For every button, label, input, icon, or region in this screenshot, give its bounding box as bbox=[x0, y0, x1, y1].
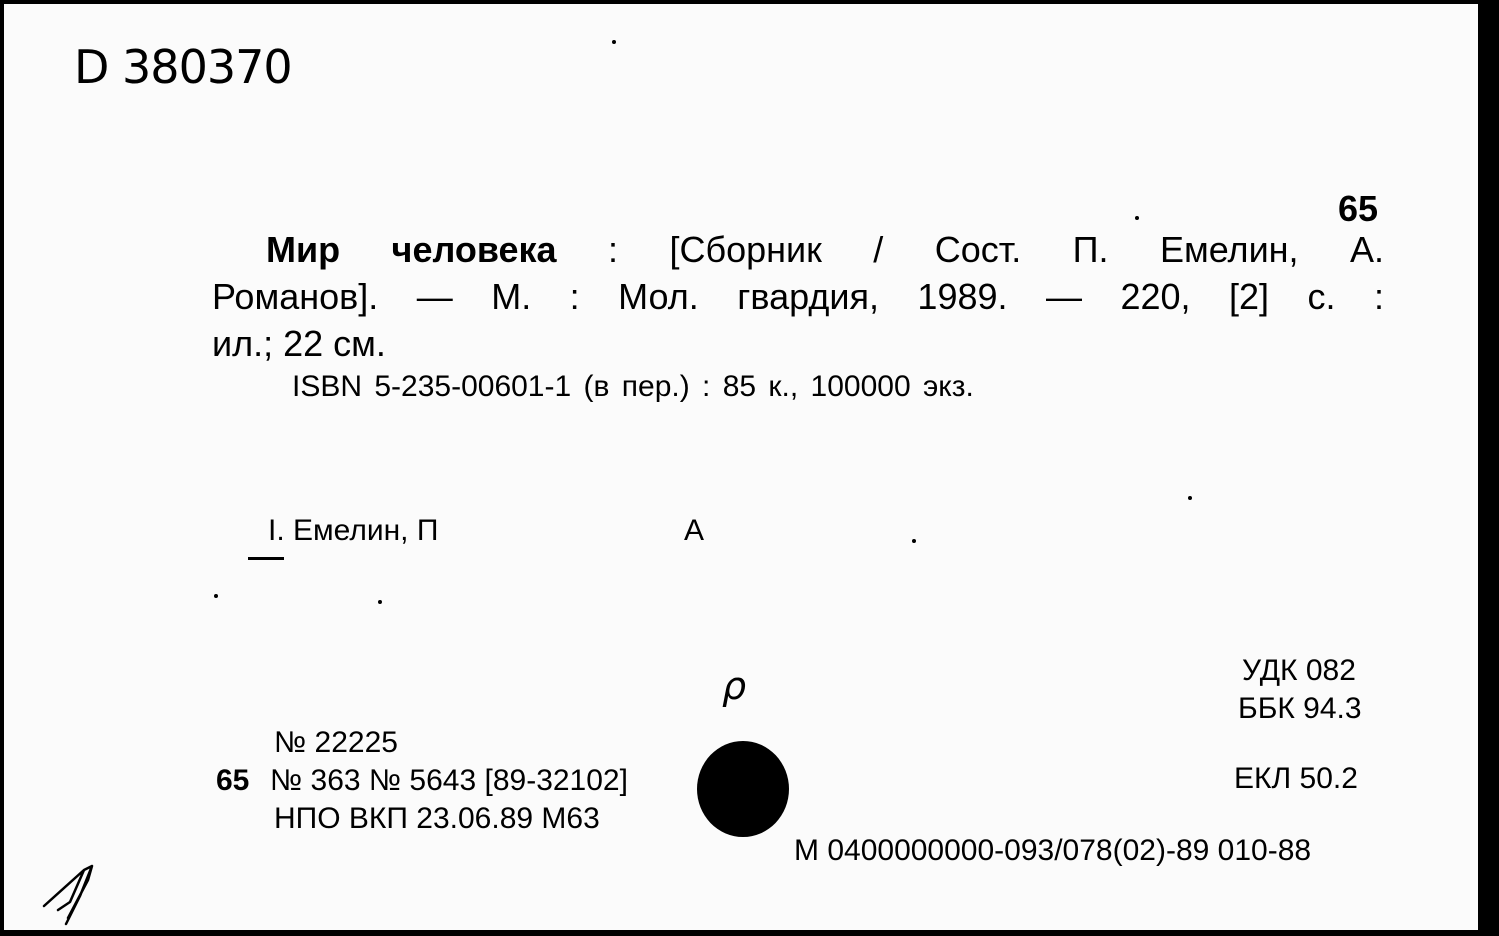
bibliographic-entry bbox=[212, 226, 1384, 367]
ekl-code: ЕКЛ 50.2 bbox=[1234, 762, 1358, 795]
stray-dot bbox=[612, 40, 616, 44]
order-line-3: НПО ВКП 23.06.89 М63 bbox=[274, 802, 600, 835]
call-number: D 380370 bbox=[74, 40, 292, 94]
handwritten-mark: ρ bbox=[722, 664, 747, 708]
udk-code: УДК 082 bbox=[1242, 654, 1356, 687]
underline-mark bbox=[248, 557, 284, 560]
stray-dot bbox=[1188, 496, 1192, 500]
tracing-i: I. Емелин, П bbox=[268, 514, 439, 547]
entry-line-3: ил.; 22 см. bbox=[212, 323, 386, 364]
order-line-2: № 363 № 5643 [89-32102] bbox=[270, 764, 628, 797]
stray-dot bbox=[214, 594, 218, 598]
entry-line-2: Романов]. — М. : Мол. гвардия, 1989. — 220, [2] с. : bbox=[212, 276, 1384, 317]
tracing-a: А bbox=[684, 514, 705, 547]
classification-number: 65 bbox=[1338, 188, 1379, 229]
scribble-mark bbox=[40, 862, 104, 928]
entry-line-1 bbox=[212, 226, 1384, 273]
bbk-code: ББК 94.3 bbox=[1238, 692, 1362, 725]
order-prefix: 65 bbox=[216, 764, 250, 797]
order-number: № 22225 bbox=[274, 726, 398, 759]
catalog-card bbox=[4, 4, 1484, 930]
entry-title: Мир человека bbox=[266, 229, 557, 270]
stray-dot bbox=[912, 539, 916, 543]
stray-dot bbox=[1135, 216, 1139, 220]
punch-hole bbox=[697, 741, 789, 837]
stray-dot bbox=[378, 600, 382, 604]
isbn-line: ISBN 5-235-00601-1 (в пер.) : 85 к., 100000 экз. bbox=[292, 370, 974, 403]
publisher-code: М 0400000000-093/078(02)-89 010-88 bbox=[794, 834, 1312, 867]
entry-line-1-rest: : [Сборник / Сост. П. Емелин, А. bbox=[556, 229, 1385, 270]
